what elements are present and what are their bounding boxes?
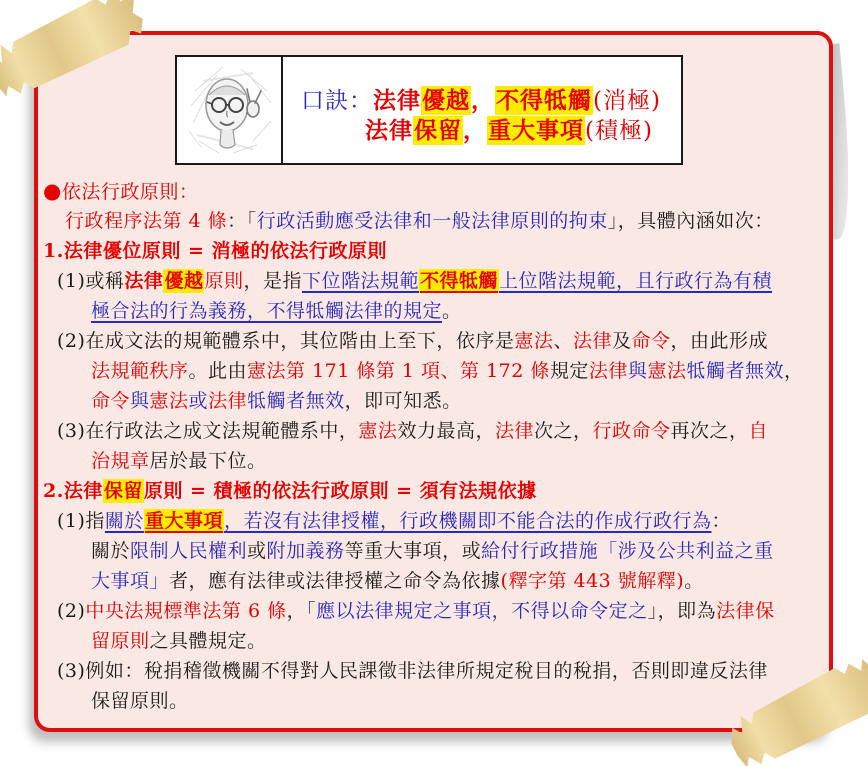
text-segment: (積極) [585,118,653,144]
text-segment: (1)指 [57,510,105,532]
text-segment: 法律 [588,360,628,382]
text-segment: 效力最高， [397,420,495,442]
text-segment: 下位階法規範 [301,270,419,292]
highlighted-text-segment: 保留 [414,117,462,144]
highlighted-text-segment: 重大事項 [488,117,584,144]
highlighted-text-segment: 保留 [103,480,143,502]
text-segment: (1)或稱 [57,270,125,292]
text-segment: 憲法 [149,390,189,412]
text-segment: 法律 [373,87,421,114]
text-segment: (釋字第 443 號解釋) [500,570,685,592]
text-segment: ：「 [227,210,257,232]
text-line [38,476,829,506]
text-line [38,296,829,326]
mnemonic-lines [283,57,681,163]
text-segment: 憲法 [358,420,398,442]
text-segment: 」，即為 [647,600,717,622]
text-line [38,596,829,626]
text-segment: 法律 [124,270,164,292]
text-segment: 法律 [494,420,534,442]
text-segment: 牴觸者無效 [686,360,784,382]
text-segment: 治規章 [91,450,150,472]
text-segment: 行政命令 [592,420,671,442]
text-segment: 1.法律優位原則 = 消極的依法行政原則 [43,240,387,262]
text-segment: ，若沒有法律授權，行政機關即不能合法的作成行政行為 [223,510,712,532]
text-segment: 居於最下位。 [149,450,267,472]
text-segment: 與 [130,390,150,412]
text-segment: 行政程序法第 4 條 [65,210,228,232]
text-segment: ，是指 [243,270,302,292]
text-line [38,686,829,716]
text-segment: 者，應有法律或法律授權之命令為依據 [169,570,501,592]
portrait-cell [177,57,283,163]
highlighted-text-segment: 優越 [164,270,204,292]
text-line [38,566,829,596]
text-segment: 。此由 [188,360,248,382]
text-segment: 命令 [631,330,671,352]
text-segment: ， [471,87,495,114]
text-line [38,446,829,476]
text-segment: 附加義務 [266,540,345,562]
text-line [38,236,829,266]
highlighted-text-segment: 不得牴觸 [496,87,592,114]
text-segment: 及 [611,330,632,352]
text-segment: (消極) [593,88,661,114]
text-line [301,80,681,114]
text-line [38,356,829,386]
text-segment: 。 [684,570,704,592]
text-segment: (3)例如：稅捐稽徵機關不得對人民課徵非法律所規定稅目的稅捐，否則即違反法律 [57,660,768,682]
note-card [34,31,833,732]
text-segment: 或 [188,390,209,412]
text-line [38,386,829,416]
portrait-sketch-image [183,61,275,159]
text-line [38,656,829,686]
text-segment: 行政活動應受法律和一般法律原則的拘束 [256,210,608,232]
text-line [38,176,829,206]
text-segment: 2.法律 [43,480,103,502]
text-segment: 給付行政措施 [481,540,599,562]
text-segment: 關於 [104,510,144,532]
text-segment: 法律保 [716,600,775,622]
mnemonic-box [175,55,683,165]
text-line [38,626,829,656]
text-segment: 」，具體內涵如次： [607,210,774,232]
text-segment: 原則 [204,270,244,292]
text-segment: 大事項」 [91,570,170,592]
highlighted-text-segment: 優越 [422,87,470,114]
text-segment: 法律 [572,330,612,352]
text-segment: 等重大事項，或 [344,540,482,562]
text-segment: 次之， [533,420,593,442]
text-line [38,506,829,536]
text-segment: 應以法律規定之事項，不得以命令定之 [316,600,648,622]
text-segment: 規定 [549,360,589,382]
text-segment: 、 [553,330,573,352]
text-segment: ， [783,360,804,382]
text-segment: 留原則 [91,630,150,652]
text-segment: ，由此形成 [670,330,769,352]
text-segment: 憲法 [647,360,687,382]
highlighted-text-segment: 重大事項 [144,510,223,532]
text-segment: 依法行政原則： [61,181,199,203]
text-segment: 憲法 [514,330,554,352]
text-segment: 口訣： [301,88,373,114]
text-line [38,326,829,356]
text-segment: 憲法第 171 條第 1 項、第 172 條 [247,360,550,382]
text-segment: 保留原則。 [91,690,189,712]
text-segment: 或 [247,540,267,562]
text-line [365,110,681,144]
text-segment: (2)在成文法的規範體系中，其位階由上至下，依序是 [57,330,515,352]
text-segment: ，「 [286,600,317,622]
text-segment: 「涉及公共利益之重 [598,540,774,562]
text-segment: 法律 [208,390,248,412]
text-line [38,536,829,566]
text-segment: 上位階法規範，且行政行為有積 [499,270,773,292]
text-segment: 中央法規標準法第 6 條 [85,600,287,622]
text-segment: 原則 = 積極的依法行政原則 = 須有法規依據 [143,480,537,502]
text-segment: 法規範秩序 [91,360,189,382]
highlighted-text-segment: 不得牴觸 [420,270,499,292]
text-segment: 牴觸者無效 [247,390,345,412]
text-segment: ● [43,179,62,203]
text-segment: 之具體規定。 [149,630,267,652]
text-segment: (2) [57,600,86,622]
text-segment: 。 [442,300,462,322]
text-segment: 法律 [365,117,413,144]
text-segment: 限制人民權利 [130,540,248,562]
text-line [38,206,829,236]
text-segment: ，即可知悉。 [344,390,462,412]
text-segment: 極合法的行為義務，不得牴觸法律的規定 [91,300,443,322]
text-segment: 命令 [91,390,131,412]
text-segment: 自 [748,420,769,442]
text-segment: 關於 [91,540,131,562]
text-segment: ， [463,117,487,144]
text-segment: 與 [627,360,648,382]
text-segment: ： [711,510,731,532]
text-segment: (3)在行政法之成文法規範體系中， [57,420,359,442]
text-line [38,416,829,446]
text-segment: 再次之， [670,420,749,442]
body-text [38,176,829,716]
text-line [38,266,829,296]
